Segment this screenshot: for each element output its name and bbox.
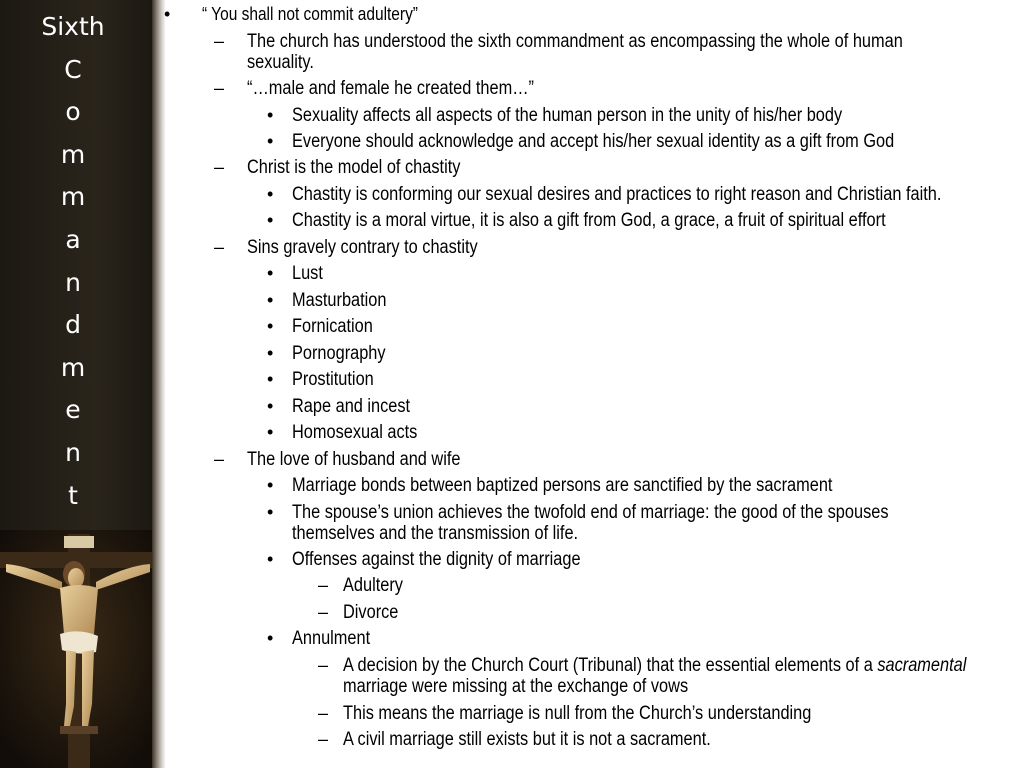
christ-text: Christ is the model of chastity [247,157,461,178]
dash-marker: – [318,602,329,622]
decision-text-line1 [343,655,966,676]
dash-marker: – [214,78,225,98]
dash-marker: – [214,31,225,51]
list-item: Divorce [343,602,399,623]
decision-text-line2: marriage were missing at the exchange of vows [343,676,689,697]
list-item: A civil marriage still exists but it is not a sacrament. [343,729,711,750]
list-item: Prostitution [292,369,374,390]
list-item: Everyone should acknowledge and accept his/her sexual identity as a gift from God [292,131,895,152]
bullet-marker: • [267,105,274,125]
list-item: Fornication [292,316,373,337]
list-item: Annulment [292,628,371,649]
bullet-marker: • [267,131,274,151]
list-item: Masturbation [292,290,387,311]
bullet-marker: • [267,422,274,442]
sins-text: Sins gravely contrary to chastity [247,237,478,258]
list-item: Chastity is conforming our sexual desires and practices to right reason and Christian faith. [292,184,942,205]
love-text: The love of husband and wife [247,449,461,470]
slide-title-vertical: Sixth C o m m a n d m e n t [41,12,105,510]
created-text: “…male and female he created them…” [247,78,534,99]
bullet-marker: • [267,396,274,416]
list-item: Chastity is a moral virtue, it is also a gift from God, a grace, a fruit of spiritual effort [292,210,886,231]
bullet-marker: • [267,628,274,648]
church-text-line2: sexuality. [247,52,314,73]
bullet-marker: • [267,210,274,230]
crucifix-image [0,530,156,768]
dash-marker: – [318,575,329,595]
list-item: Pornography [292,343,386,364]
bullet-marker: • [164,4,171,24]
list-item: Sexuality affects all aspects of the human person in the unity of his/her body [292,105,843,126]
bullet-marker: • [267,184,274,204]
decision-text-emphasis: sacramental [877,655,967,676]
dash-marker: – [318,655,329,675]
list-item: Rape and incest [292,396,411,417]
decision-text-start: A decision by the Church Court (Tribunal) that the essential elements of a [343,655,878,676]
bullet-marker: • [267,343,274,363]
list-item: Marriage bonds between baptized persons are sanctified by the sacrament [292,475,833,496]
list-item: Lust [292,263,323,284]
dash-marker: – [318,703,329,723]
list-item: Adultery [343,575,403,596]
commandment-heading: “ You shall not commit adultery” [202,4,418,24]
church-text-line1: The church has understood the sixth commandment as encompassing the whole of human [247,31,903,52]
bullet-marker: • [267,549,274,569]
union-text-line2: themselves and the transmission of life. [292,523,579,544]
dash-marker: – [214,157,225,177]
sidebar [0,0,156,768]
dash-marker: – [318,729,329,749]
bullet-marker: • [267,369,274,389]
list-item: Offenses against the dignity of marriage [292,549,581,570]
list-item: Homosexual acts [292,422,418,443]
bullet-marker: • [267,290,274,310]
slide-content [160,0,1024,768]
bullet-marker: • [267,263,274,283]
dash-marker: – [214,237,225,257]
bullet-marker: • [267,475,274,495]
bullet-marker: • [267,316,274,336]
bullet-marker: • [267,502,274,522]
union-text-line1: The spouse’s union achieves the twofold end of marriage: the good of the spouses [292,502,889,523]
list-item: This means the marriage is null from the Church’s understanding [343,703,812,724]
dash-marker: – [214,449,225,469]
